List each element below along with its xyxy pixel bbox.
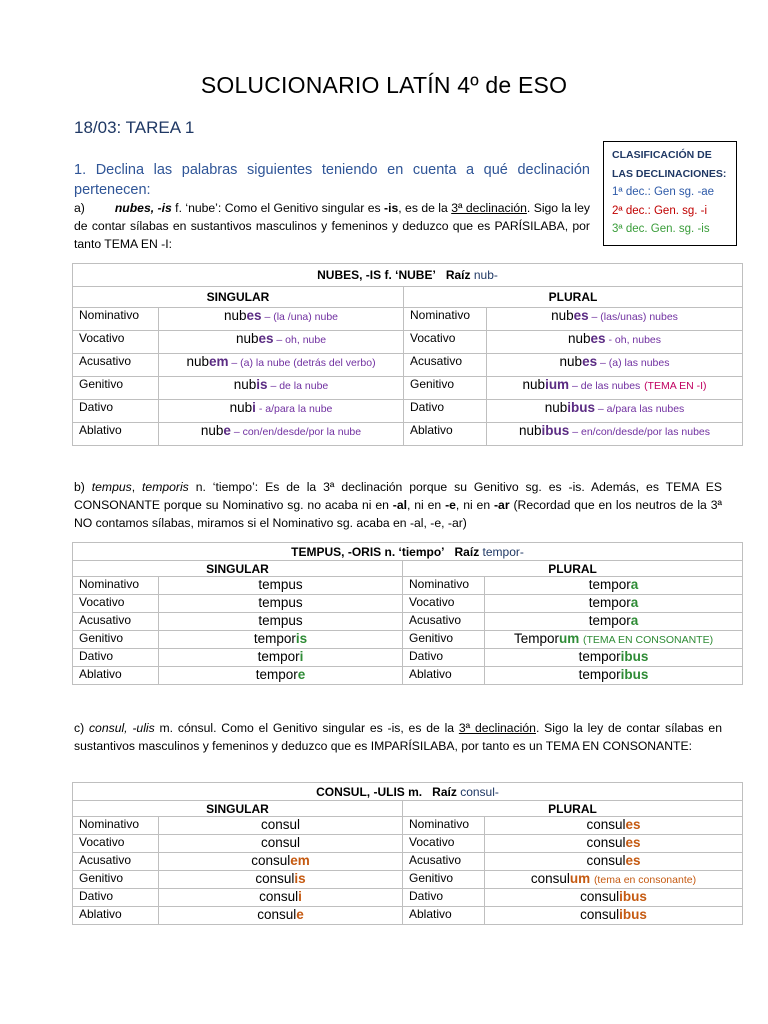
word-stem: consul (580, 889, 620, 904)
case-label: Genitivo (404, 377, 487, 400)
text-a3: . Sigo la ley de contar sílabas en sustantivos masculinos y femeninos y deduzco que es PARÍSILABA, por tanto TEMA EN -I: (74, 201, 590, 251)
word-stem: consul (260, 817, 301, 832)
word-stem: nub (186, 354, 209, 369)
pl-form-cell (487, 400, 743, 423)
paragraph-b (74, 478, 722, 532)
word-stem: consul (530, 871, 570, 886)
case-label: Ablativo (73, 667, 159, 685)
word-stem: tempor (255, 667, 298, 682)
pl-form-cell (487, 331, 743, 354)
table-row (73, 400, 743, 423)
word-tempus: tempus (91, 480, 132, 494)
ending-ar: -ar (494, 498, 510, 512)
word-ending: e (223, 423, 231, 438)
table-row (73, 331, 743, 354)
word-ending: es (625, 835, 641, 850)
raiz-nub: nub- (473, 268, 498, 282)
case-label: Vocativo (403, 595, 485, 613)
table-row (73, 631, 743, 649)
word-stem: consul (586, 853, 626, 868)
raiz-label: Raíz (445, 268, 471, 282)
case-label: Nominativo (73, 817, 159, 835)
table-row (73, 595, 743, 613)
translation-note: – (las/unas) nubes (588, 311, 678, 323)
pl-form-cell (487, 423, 743, 446)
word-ending: a (630, 577, 639, 592)
word-ending: i (252, 400, 256, 415)
plural-header: PLURAL (404, 287, 743, 308)
case-label: Vocativo (404, 331, 487, 354)
nubes-header-text: NUBES, -IS f. ‘NUBE’ (317, 268, 436, 282)
word-ending: ium (545, 377, 570, 392)
word-stem: tempus (258, 595, 303, 610)
raiz-label: Raíz (432, 784, 457, 799)
word-stem: tempor (588, 595, 631, 610)
first-declension: 1ª dec.: Gen sg. -ae (612, 186, 715, 198)
case-label: Vocativo (73, 595, 159, 613)
case-label: Dativo (403, 889, 485, 907)
table-row (73, 907, 743, 925)
case-label: Acusativo (403, 853, 485, 871)
word-stem: consul (251, 853, 291, 868)
word-ending: ibus (567, 400, 595, 415)
singular-header: SINGULAR (73, 801, 403, 817)
word-ending: e (296, 907, 304, 922)
word-nubes: nubes, -is (114, 201, 172, 215)
plural-header: PLURAL (403, 561, 743, 577)
sg-form-cell (159, 835, 403, 853)
word-stem: consul (255, 871, 295, 886)
word-ending: ibus (620, 667, 649, 682)
sg-form-cell (159, 907, 403, 925)
table-consul (72, 782, 743, 925)
singular-header: SINGULAR (73, 561, 403, 577)
case-label: Ablativo (404, 423, 487, 446)
translation-note: - a/para la nube (255, 403, 333, 415)
case-label: Dativo (73, 889, 159, 907)
pl-form-cell (485, 871, 743, 889)
word-ending: es (625, 853, 641, 868)
word-consul: consul, -ulis (88, 721, 155, 735)
word-ending: ibus (619, 889, 647, 904)
table-row (73, 889, 743, 907)
case-label: Nominativo (73, 577, 159, 595)
case-label: Nominativo (403, 577, 485, 595)
pl-form-cell (487, 377, 743, 400)
sg-form-cell (159, 631, 403, 649)
text-c2: . Sigo la ley de contar sílabas en sustantivos masculinos y femeninos y deduzco que es IMPARÍSILABA, por tanto es un TEMA EN CONSONANTE: (74, 721, 722, 753)
pl-form-cell (485, 889, 743, 907)
ending-al: -al (392, 498, 407, 512)
case-label: Ablativo (403, 907, 485, 925)
translation-note: – (la /una) nube (261, 311, 339, 323)
pl-form-cell (487, 354, 743, 377)
word-stem: tempor (257, 649, 300, 664)
text-b3: , ni en (455, 498, 494, 512)
word-stem: tempus (258, 613, 303, 628)
box-heading-1: CLASIFICACIÓN DE (612, 149, 712, 161)
word-stem: tempor (578, 667, 621, 682)
word-stem: nub (235, 331, 259, 346)
word-ending: es (582, 354, 598, 369)
table-row (73, 871, 743, 889)
label-b: b) (74, 480, 92, 494)
raiz-consul: consul- (460, 784, 499, 799)
raiz-label: Raíz (454, 544, 480, 559)
translation-note: – en/con/desde/por las nubes (569, 426, 710, 438)
sg-form-cell (159, 889, 403, 907)
sg-form-cell (159, 423, 404, 446)
word-ending: es (246, 308, 262, 323)
case-label: Nominativo (403, 817, 485, 835)
case-label: Genitivo (403, 631, 485, 649)
case-label: Genitivo (73, 871, 159, 889)
translation-note: – (a) las nubes (597, 357, 670, 369)
sg-form-cell (159, 649, 403, 667)
plural-header: PLURAL (403, 801, 743, 817)
tempus-header-text: TEMPUS, -ORIS n. ‘tiempo’ (291, 544, 445, 559)
translation-note: - oh, nubes (605, 334, 662, 346)
word-stem: tempor (588, 613, 631, 628)
table-row (73, 613, 743, 631)
gen-a: -is (384, 201, 399, 215)
word-stem: consul (260, 835, 301, 850)
paragraph-c (74, 719, 722, 755)
word-ending: ibus (541, 423, 570, 438)
word-ending: ibus (620, 649, 649, 664)
pl-form-cell (485, 613, 743, 631)
word-stem: nub (544, 400, 568, 415)
word-stem: nub (200, 423, 224, 438)
word-ending: a (630, 595, 639, 610)
sg-form-cell (159, 377, 404, 400)
case-label: Nominativo (73, 308, 159, 331)
word-ending: es (573, 308, 589, 323)
word-ending: is (295, 631, 308, 646)
table-row (73, 423, 743, 446)
pl-form-cell (487, 308, 743, 331)
word-ending: e (297, 667, 306, 682)
table-tempus (72, 542, 743, 685)
decl-a: 3ª declinación (451, 201, 527, 215)
table-tempus-header (73, 543, 743, 561)
text-a1: f. ‘nube’: Como el Genitivo singular es (171, 201, 385, 215)
pl-form-cell (485, 667, 743, 685)
stem-type-note: (tema en consonante) (593, 874, 697, 886)
word-stem: consul (586, 817, 626, 832)
word-stem: nub (229, 400, 253, 415)
text-b1: n. ‘tiempo’: Es de la 3ª declinación porque su Genitivo sg. es -is. Además, es TEMA ES CONSONANTE porque su Nominativo sg. no acaba ni en (74, 480, 722, 512)
word-stem: consul (580, 907, 620, 922)
word-stem: nub (519, 423, 542, 438)
sg-form-cell (159, 613, 403, 631)
case-label: Dativo (404, 400, 487, 423)
case-label: Acusativo (73, 853, 159, 871)
label-a: a) (74, 201, 85, 215)
pl-form-cell (485, 631, 743, 649)
table-row (73, 835, 743, 853)
table-row (73, 577, 743, 595)
case-label: Dativo (73, 649, 159, 667)
table-row (73, 817, 743, 835)
word-stem: tempus (258, 577, 303, 592)
translation-note: – (a) la nube (detrás del verbo) (228, 357, 376, 369)
table-row (73, 377, 743, 400)
word-stem: tempor (253, 631, 296, 646)
pl-form-cell (485, 907, 743, 925)
pl-form-cell (485, 817, 743, 835)
translation-note: – de la nube (267, 380, 329, 392)
case-label: Ablativo (73, 907, 159, 925)
pl-form-cell (485, 835, 743, 853)
table-nubes-header (73, 264, 743, 287)
translation-note: – de las nubes (569, 380, 641, 392)
word-stem: nub (223, 308, 247, 323)
case-label: Genitivo (73, 377, 159, 400)
word-stem: nub (233, 377, 257, 392)
word-ending: is (256, 377, 268, 392)
third-declension: 3ª dec. Gen. sg. -is (612, 223, 710, 235)
pl-form-cell (485, 595, 743, 613)
table-nubes (72, 263, 743, 446)
word-ending: a (630, 613, 639, 628)
word-temporis: temporis (142, 480, 189, 494)
case-label: Vocativo (73, 835, 159, 853)
word-stem: consul (257, 907, 297, 922)
word-ending: i (299, 649, 304, 664)
translation-note: – con/en/desde/por la nube (230, 426, 362, 438)
table-row (73, 354, 743, 377)
word-ending: um (569, 871, 591, 886)
word-stem: nub (559, 354, 583, 369)
text-b2: , ni en (407, 498, 446, 512)
case-label: Dativo (73, 400, 159, 423)
case-label: Genitivo (73, 631, 159, 649)
word-stem: consul (586, 835, 626, 850)
table-consul-header (73, 783, 743, 801)
word-stem: nub (568, 331, 591, 346)
pl-form-cell (485, 853, 743, 871)
case-label: Acusativo (404, 354, 487, 377)
sg-form-cell (159, 853, 403, 871)
case-label: Acusativo (73, 354, 159, 377)
case-label: Dativo (403, 649, 485, 667)
case-label: Ablativo (73, 423, 159, 446)
word-ending: um (558, 631, 580, 646)
case-label: Vocativo (403, 835, 485, 853)
sg-form-cell (159, 331, 404, 354)
word-ending: es (258, 331, 274, 346)
case-label: Acusativo (73, 613, 159, 631)
word-stem: nub (551, 308, 574, 323)
word-ending: is (294, 871, 306, 886)
text-c1: m. cónsul. Como el Genitivo singular es -is, es de la (154, 721, 459, 735)
case-label: Nominativo (404, 308, 487, 331)
table-row (73, 308, 743, 331)
sg-form-cell (159, 817, 403, 835)
sg-form-cell (159, 595, 403, 613)
table-row (73, 853, 743, 871)
sg-form-cell (159, 308, 404, 331)
case-label: Vocativo (73, 331, 159, 354)
word-ending: es (625, 817, 641, 832)
label-c: c) (74, 721, 89, 735)
text-a2: , es de la (398, 201, 452, 215)
stem-type-note: (TEMA EN -I) (644, 380, 707, 392)
consul-header-text: CONSUL, -ULIS m. (316, 784, 423, 799)
document-title: SOLUCIONARIO LATÍN 4º de ESO (200, 72, 568, 98)
word-stem: Tempor (513, 631, 559, 646)
pl-form-cell (485, 577, 743, 595)
stem-type-note: (TEMA EN CONSONANTE) (582, 634, 714, 646)
table-row (73, 649, 743, 667)
raiz-tempor: tempor- (482, 544, 524, 559)
word-stem: tempor (578, 649, 621, 664)
box-heading-2: LAS DECLINACIONES: (612, 167, 727, 180)
decl-c: 3ª declinación (458, 721, 536, 735)
sg-form-cell (159, 400, 404, 423)
case-label: Ablativo (403, 667, 485, 685)
word-ending: i (298, 889, 302, 904)
word-stem: nub (522, 377, 546, 392)
question-1: 1. Declina las palabras siguientes teniendo en cuenta a qué declinación pertenecen: (74, 162, 590, 198)
translation-note: – oh, nube (273, 334, 327, 346)
paragraph-a (74, 199, 590, 253)
ending-e: -e (445, 498, 456, 512)
table-row (73, 667, 743, 685)
word-ending: ibus (619, 907, 647, 922)
word-ending: es (590, 331, 606, 346)
sg-form-cell (159, 354, 404, 377)
translation-note: – a/para las nubes (595, 403, 685, 415)
second-declension: 2ª dec.: Gen. sg. -i (612, 204, 708, 217)
word-stem: tempor (588, 577, 631, 592)
sg-form-cell (159, 667, 403, 685)
word-stem: consul (259, 889, 299, 904)
word-ending: em (290, 853, 310, 868)
case-label: Acusativo (403, 613, 485, 631)
text-b4: (Recordad que en los neutros de la 3ª NO contamos sílabas, miramos si el Nominativo sg. acaba en -al, -e, -ar) (74, 498, 722, 530)
word-ending: em (208, 354, 229, 369)
case-label: Genitivo (403, 871, 485, 889)
pl-form-cell (485, 649, 743, 667)
declension-classification-box (603, 141, 737, 246)
task-heading: 18/03: TAREA 1 (74, 118, 195, 137)
sg-form-cell (159, 871, 403, 889)
sg-form-cell (159, 577, 403, 595)
sep-b: , (131, 480, 143, 494)
singular-header: SINGULAR (73, 287, 404, 308)
